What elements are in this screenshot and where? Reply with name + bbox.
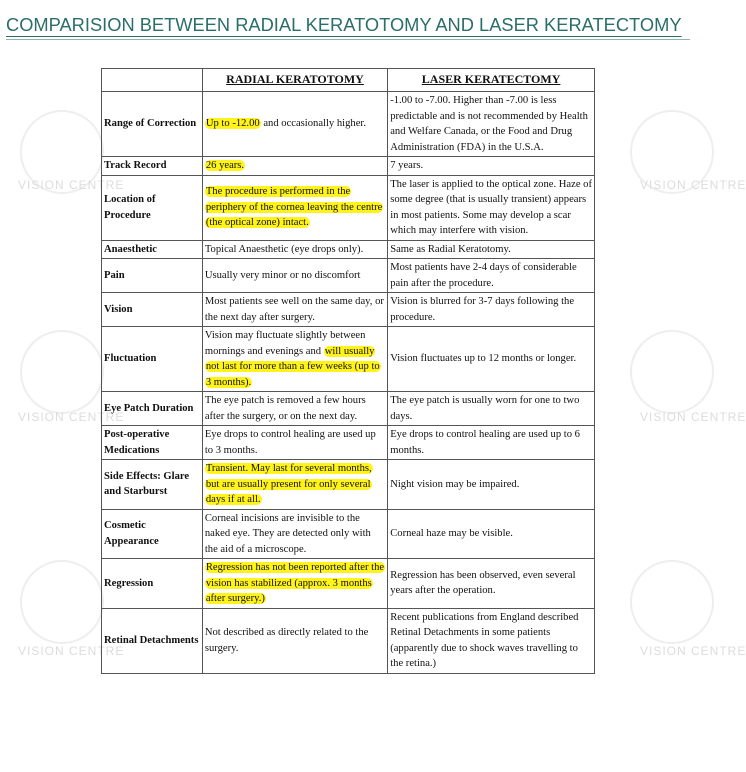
laser-keratectomy-cell: -1.00 to -7.00. Higher than -7.00 is less predictable and is not recommended by Health and Welfare Canada, or the Food and Drug Administration (FDA) in the U.S.A. bbox=[388, 92, 595, 157]
cell-text: Eye drops to control healing are used up to 3 months. bbox=[204, 429, 376, 456]
row-label: Location of Procedure bbox=[102, 175, 203, 240]
highlighted-text: Up to -12.00 bbox=[205, 118, 260, 130]
table-row bbox=[102, 509, 595, 559]
watermark-text: VISION CENTRE bbox=[640, 178, 746, 192]
row-label: Regression bbox=[102, 559, 203, 609]
table-header-row bbox=[102, 69, 595, 92]
column-header-blank bbox=[102, 69, 203, 92]
table-row bbox=[102, 92, 595, 157]
cell-text: Not described as directly related to the surgery. bbox=[204, 627, 369, 654]
cell-text: and occasionally higher. bbox=[260, 118, 367, 130]
watermark-logo bbox=[630, 330, 714, 414]
laser-keratectomy-cell: Night vision may be impaired. bbox=[388, 460, 595, 510]
radial-keratotomy-cell bbox=[202, 509, 387, 559]
laser-keratectomy-cell: Recent publications from England described Retinal Detachments in some patients (apparently due to shock waves travelling to the retina.) bbox=[388, 608, 595, 673]
laser-keratectomy-cell: Same as Radial Keratotomy. bbox=[388, 240, 595, 259]
radial-keratotomy-cell bbox=[202, 426, 387, 460]
highlighted-text: The procedure is performed in the periphery of the cornea leaving the centre (the optical zone) intact. bbox=[205, 186, 383, 229]
radial-keratotomy-cell bbox=[202, 175, 387, 240]
comparison-table bbox=[101, 68, 595, 674]
laser-keratectomy-cell: The laser is applied to the optical zone. Haze of some degree (that is usually transient) appears in most patients. Some may develop a scar which may interfere with vision. bbox=[388, 175, 595, 240]
laser-keratectomy-cell: 7 years. bbox=[388, 157, 595, 176]
radial-keratotomy-cell bbox=[202, 259, 387, 293]
laser-keratectomy-cell: Vision fluctuates up to 12 months or longer. bbox=[388, 327, 595, 392]
row-label: Pain bbox=[102, 259, 203, 293]
watermark-text: VISION CENTRE bbox=[18, 178, 125, 192]
table-row bbox=[102, 240, 595, 259]
watermark-logo bbox=[20, 560, 104, 644]
cell-text: Most patients see well on the same day, or the next day after surgery. bbox=[204, 296, 384, 323]
laser-keratectomy-cell: The eye patch is usually worn for one to two days. bbox=[388, 392, 595, 426]
cell-text: Topical Anaesthetic (eye drops only). bbox=[204, 243, 364, 255]
laser-keratectomy-cell: Eye drops to control healing are used up to 6 months. bbox=[388, 426, 595, 460]
column-header-radial-keratotomy: RADIAL KERATOTOMY bbox=[202, 69, 387, 92]
table-row bbox=[102, 327, 595, 392]
radial-keratotomy-cell bbox=[202, 327, 387, 392]
table-row bbox=[102, 608, 595, 673]
row-label: Track Record bbox=[102, 157, 203, 176]
row-label: Eye Patch Duration bbox=[102, 392, 203, 426]
column-header-laser-keratectomy: LASER KERATECTOMY bbox=[388, 69, 595, 92]
radial-keratotomy-cell bbox=[202, 460, 387, 510]
laser-keratectomy-cell: Vision is blurred for 3-7 days following the procedure. bbox=[388, 293, 595, 327]
cell-text: Usually very minor or no discomfort bbox=[204, 269, 361, 281]
cell-text: Corneal incisions are invisible to the naked eye. They are detected only with the aid of a microscope. bbox=[204, 512, 371, 555]
radial-keratotomy-cell bbox=[202, 293, 387, 327]
watermark-logo bbox=[630, 560, 714, 644]
cell-text: Vision may fluctuate slightly between mornings and evenings and bbox=[204, 330, 366, 357]
highlighted-text: Regression has not been reported after the vision has stabilized (approx. 3 months after surgery.) bbox=[205, 562, 385, 604]
highlighted-text: 26 years. bbox=[205, 160, 245, 171]
table-row bbox=[102, 259, 595, 293]
page-heading[interactable]: COMPARISION BETWEEN RADIAL KERATOTOMY AND LASER KERATECTOMY bbox=[6, 14, 682, 35]
radial-keratotomy-cell bbox=[202, 92, 387, 157]
laser-keratectomy-cell: Corneal haze may be visible. bbox=[388, 509, 595, 559]
watermark-text: VISION CENTRE bbox=[640, 410, 746, 424]
row-label: Vision bbox=[102, 293, 203, 327]
table-row bbox=[102, 157, 595, 176]
row-label: Retinal Detachments bbox=[102, 608, 203, 673]
laser-keratectomy-cell: Most patients have 2-4 days of considerable pain after the procedure. bbox=[388, 259, 595, 293]
cell-text: The eye patch is removed a few hours after the surgery, or on the next day. bbox=[204, 395, 366, 422]
row-label: Cosmetic Appearance bbox=[102, 509, 203, 559]
highlighted-text: Transient. May last for several months, but are usually present for only several days if at all. bbox=[205, 463, 372, 505]
table-row bbox=[102, 426, 595, 460]
radial-keratotomy-cell bbox=[202, 559, 387, 609]
watermark-logo bbox=[20, 330, 104, 414]
radial-keratotomy-cell bbox=[202, 157, 387, 176]
row-label: Side Effects: Glare and Starburst bbox=[102, 460, 203, 510]
table-row bbox=[102, 460, 595, 510]
row-label: Anaesthetic bbox=[102, 240, 203, 259]
watermark-text: VISION CENTRE bbox=[640, 644, 746, 658]
radial-keratotomy-cell bbox=[202, 608, 387, 673]
watermark-text: VISION CENTRE bbox=[18, 410, 125, 424]
radial-keratotomy-cell bbox=[202, 392, 387, 426]
table-row bbox=[102, 175, 595, 240]
laser-keratectomy-cell: Regression has been observed, even several years after the operation. bbox=[388, 559, 595, 609]
row-label: Post-operative Medications bbox=[102, 426, 203, 460]
table-row bbox=[102, 293, 595, 327]
radial-keratotomy-cell bbox=[202, 240, 387, 259]
highlighted-text: will usually not last for more than a few weeks (up to 3 months). bbox=[205, 345, 380, 388]
row-label: Fluctuation bbox=[102, 327, 203, 392]
table-row bbox=[102, 559, 595, 609]
row-label: Range of Correction bbox=[102, 92, 203, 157]
heading-divider bbox=[6, 39, 690, 40]
table-row bbox=[102, 392, 595, 426]
watermark-text: VISION CENTRE bbox=[18, 644, 125, 658]
